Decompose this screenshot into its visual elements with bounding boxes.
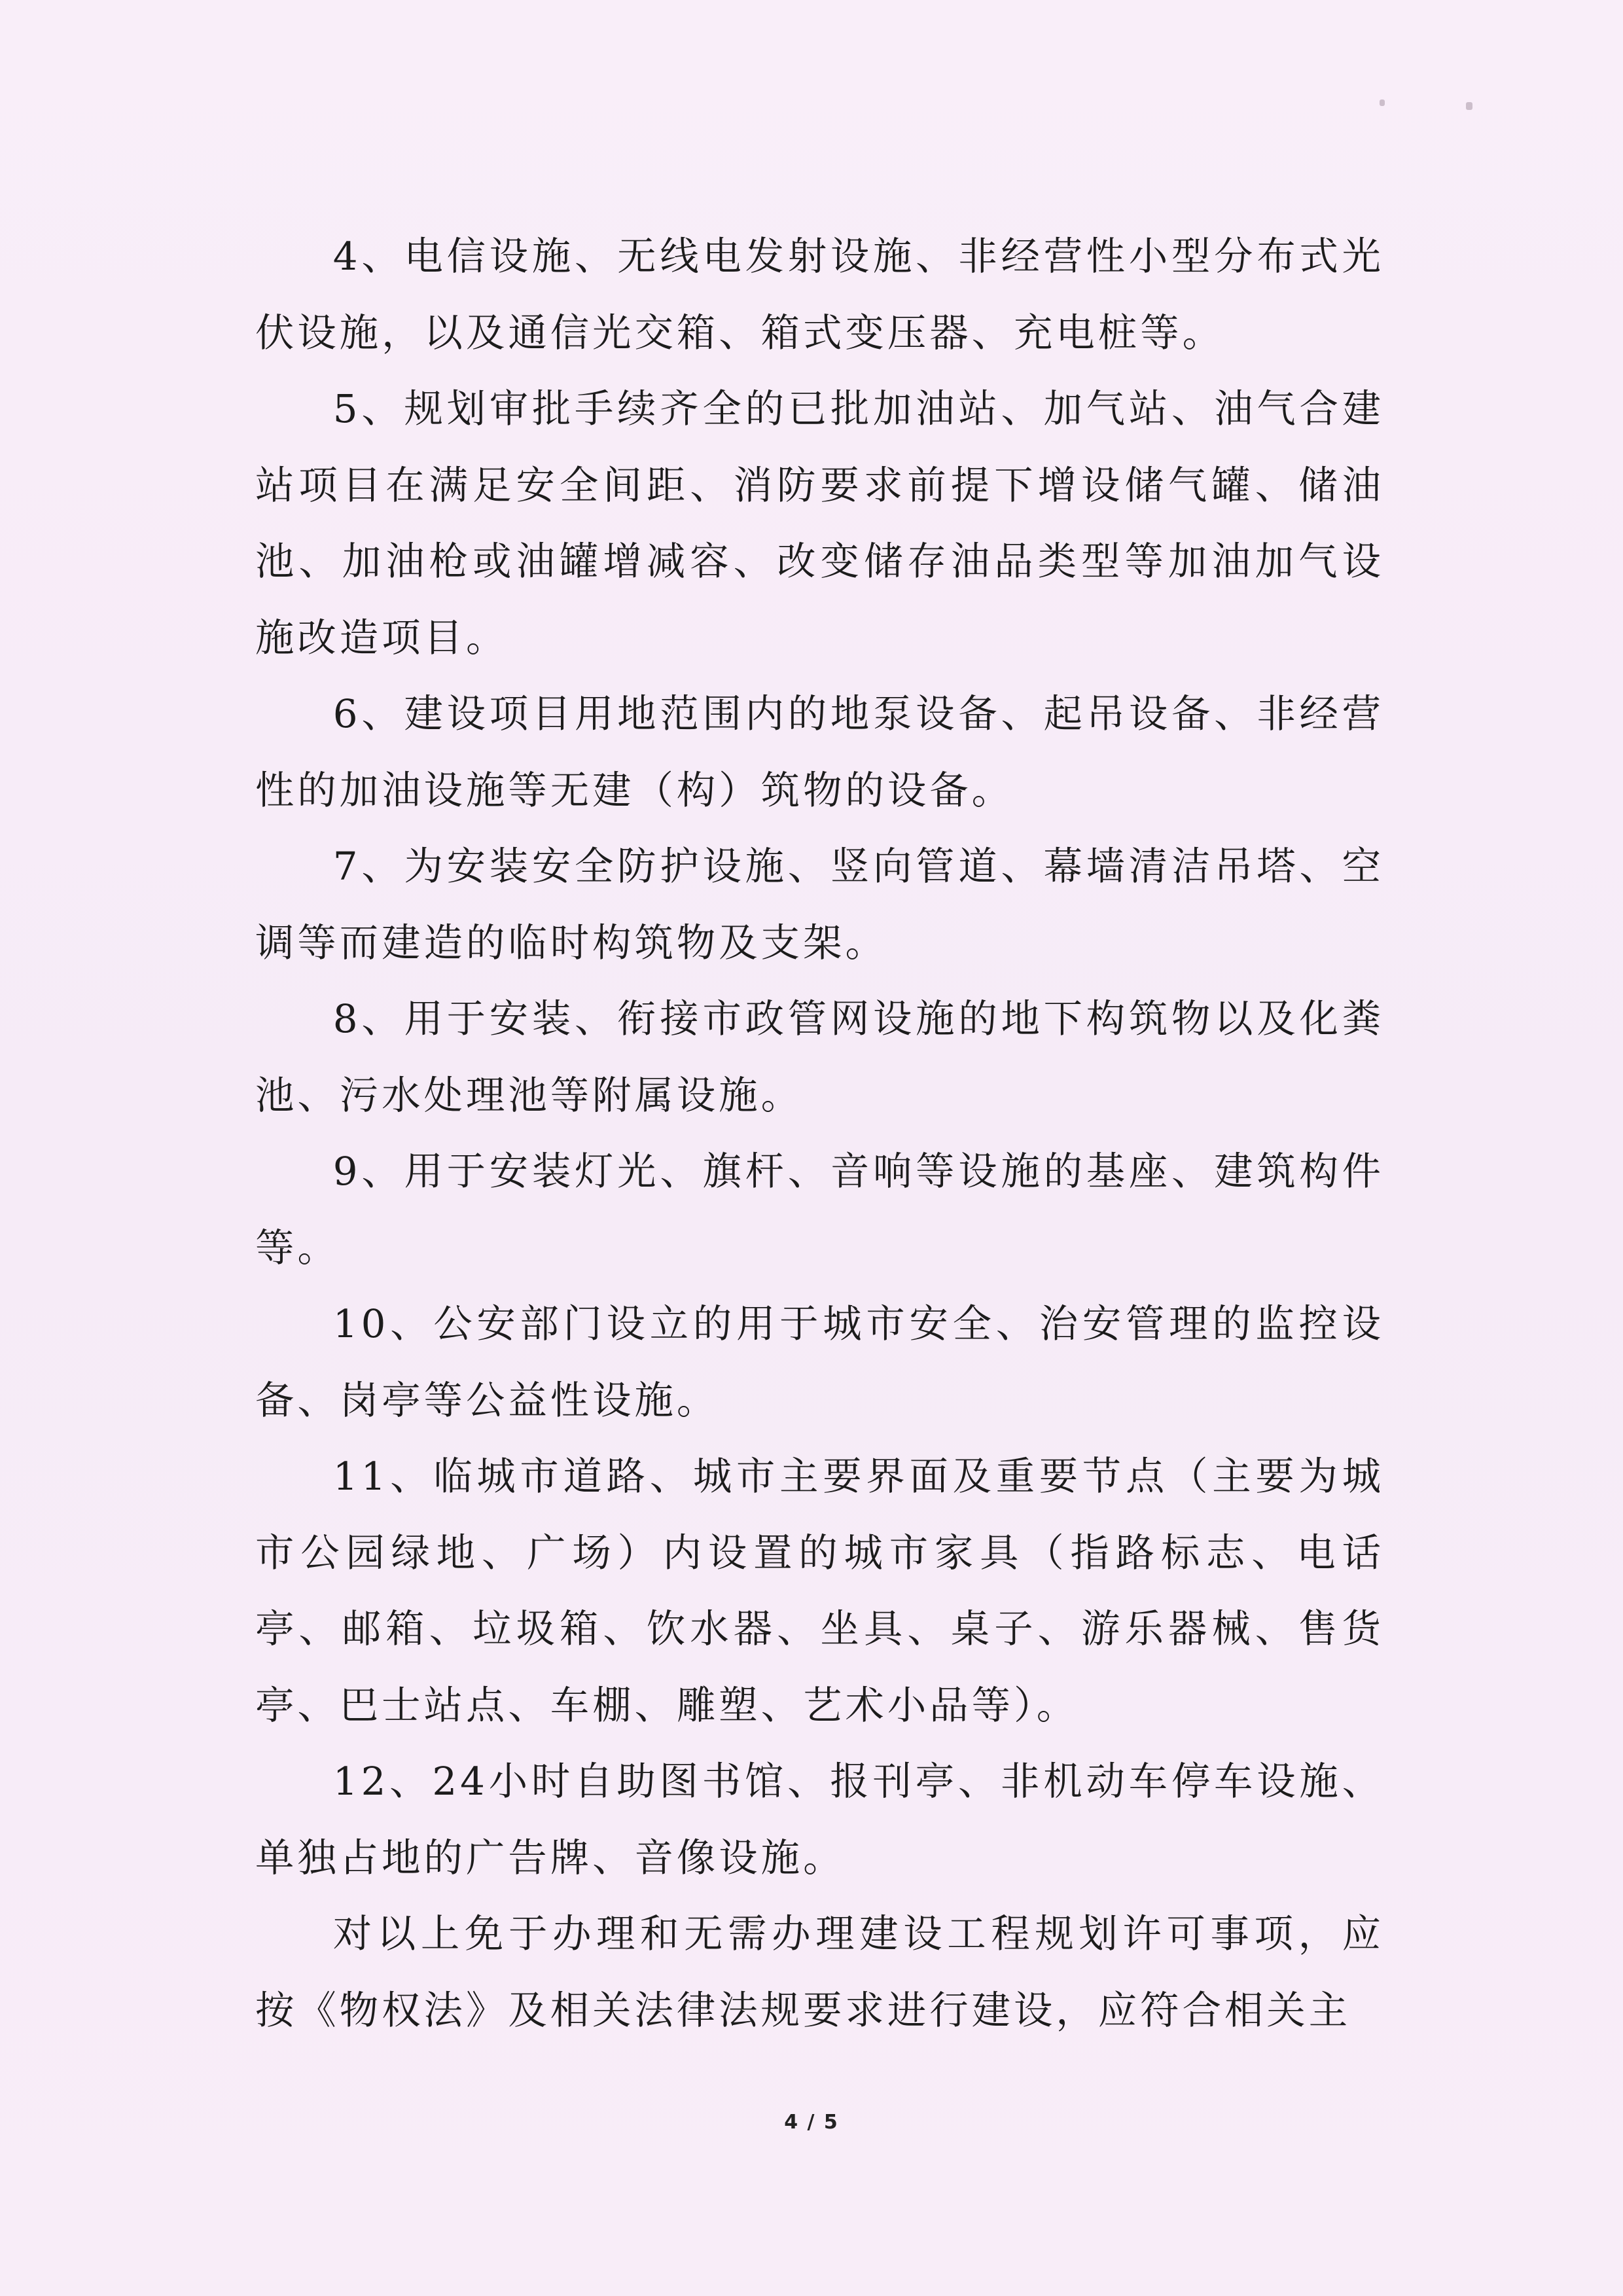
paragraph-item-4: 4、电信设施、无线电发射设施、非经营性小型分布式光伏设施，以及通信光交箱、箱式变压器、充电桩等。 [255,234,1384,356]
paragraph-item-8: 8、用于安装、衔接市政管网设施的地下构筑物以及化粪池、污水处理池等附属设施。 [255,997,1384,1119]
paragraph-item-9: 9、用于安装灯光、旗杆、音响等设施的基座、建筑构件等。 [255,1149,1384,1271]
paragraph-item-5: 5、规划审批手续齐全的已批加油站、加气站、油气合建站项目在满足安全间距、消防要求前提下增设储气罐、储油池、加油枪或油罐增减容、改变储存油品类型等加油加气设施改造项目。 [255,387,1384,661]
paragraph-item-11: 11、临城市道路、城市主要界面及重要节点（主要为城市公园绿地、广场）内设置的城市家具（指路标志、电话亭、邮箱、垃圾箱、饮水器、坐具、桌子、游乐器械、售货亭、巴士站点、车棚、雕塑、艺术小品等）。 [255,1454,1384,1729]
page-number: 4 / 5 [784,2111,839,2134]
scan-speck [1380,99,1385,106]
body-text [255,219,1384,2049]
paragraph-item-7: 7、为安装安全防护设施、竖向管道、幕墙清洁吊塔、空调等而建造的临时构筑物及支架。 [255,844,1384,966]
paragraph-item-6: 6、建设项目用地范围内的地泵设备、起吊设备、非经营性的加油设施等无建（构）筑物的设备。 [255,692,1384,814]
paragraph-item-10: 10、公安部门设立的用于城市安全、治安管理的监控设备、岗亭等公益性设施。 [255,1302,1384,1424]
scan-speck [1466,102,1472,110]
paragraph-item-12: 12、24小时自助图书馆、报刊亭、非机动车停车设施、单独占地的广告牌、音像设施。 [255,1759,1384,1881]
paragraph-closing: 对以上免于办理和无需办理建设工程规划许可事项，应按《物权法》及相关法律法规要求进行建设，应符合相关主 [255,1912,1384,2034]
